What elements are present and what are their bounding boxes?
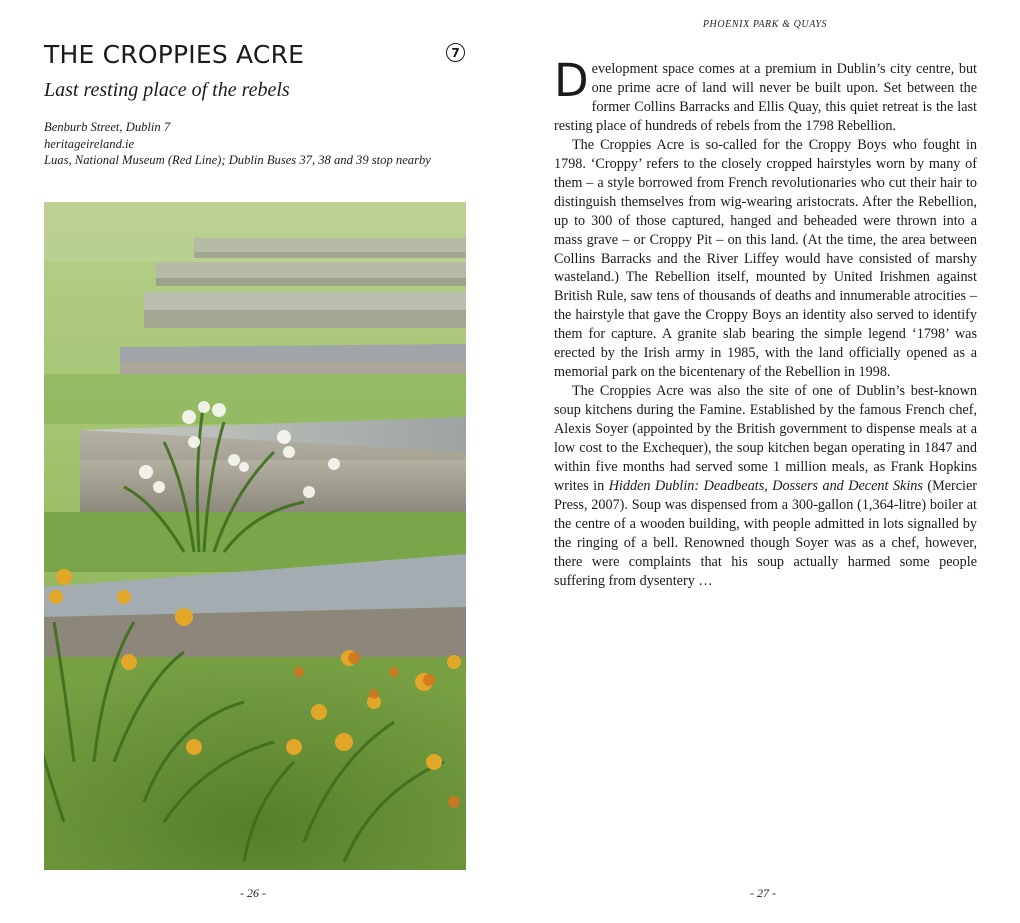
paragraph	[554, 54, 977, 136]
paragraph: The Croppies Acre is so-called for the Croppy Boys who fought in 1798. ‘Croppy’ refers to the closely cropped hairstyles worn by many of them – a style borrowed from French revolutionaries who cut their hair to distinguish themselves from wig-wearing aristocrats. After the Rebellion, up to 300 of those captured, hanged and beheaded were thrown into a mass grave – or Croppy Pit – on this land. (At the time, the area between Collins Barracks and the River Liffey would have consisted of marshy wasteland.) The Rebellion itself, mounted by United Irishmen against British Rule, saw tens of thousands of deaths and innumerable atrocities – the hairstyle that gave the Croppy Boys an identity also served to identify them for capture. A granite slab bearing the simple legend ‘1798’ was erected by the Irish army in 1985, with the land officially opened as a memorial park on the bicentenary of the Rebellion in 1998.	[554, 136, 977, 381]
page-number: - 26 -	[240, 886, 266, 900]
stone-slab	[144, 292, 466, 328]
stone-slab	[156, 262, 466, 286]
location-info	[44, 119, 431, 169]
paragraph-text: The Croppies Acre was also the site of one of Dublin’s best-known soup kitchens during the Famine. Established by the famous French chef, Alexis Soyer (appointed by the British government to dispense meals at a low cost to the Exchequer), the soup kitchen began operating in 1847 and within five months had served some 1 million meals, as Frank Hopkins writes in	[554, 383, 977, 494]
page-subtitle: Last resting place of the rebels	[44, 79, 290, 101]
stone-slab	[80, 417, 466, 514]
transport-info: Luas, National Museum (Red Line); Dublin Buses 37, 38 and 39 stop nearby	[44, 153, 431, 167]
stone-slab	[194, 238, 466, 258]
paragraph	[554, 382, 977, 590]
entry-number-badge: 7	[446, 43, 465, 62]
website: heritageireland.ie	[44, 136, 135, 151]
right-page	[510, 0, 1020, 923]
paragraph-text: (Mercier Press, 2007). Soup was dispensed from a 300-gallon (1,364-litre) boiler at the centre of a wooden building, with people admitted in lots signalled by the ringing of a bell. Renowned though Soyer was as a chef, however, there were complaints that his soup actually harmed some people suffering from dysentery …	[554, 477, 977, 589]
park-photo	[44, 202, 466, 870]
address: Benburb Street, Dublin 7	[44, 120, 171, 134]
page-number: - 27 -	[750, 886, 776, 900]
running-head: PHOENIX PARK & QUAYS	[702, 19, 828, 30]
drop-cap: D	[554, 54, 589, 107]
page-title: THE CROPPIES ACRE	[44, 40, 305, 69]
book-title: Hidden Dublin: Deadbeats, Dossers and Decent Skins	[608, 477, 923, 494]
article-body	[554, 54, 977, 591]
paragraph-text: evelopment space comes at a premium in Dublin’s city centre, but one prime acre of land will never be built upon. Set between the former Collins Barracks and Ellis Quay, this quiet retreat is the last resting place of hundreds of rebels from the 1798 Rebellion.	[554, 61, 977, 134]
stone-slab	[120, 344, 466, 374]
